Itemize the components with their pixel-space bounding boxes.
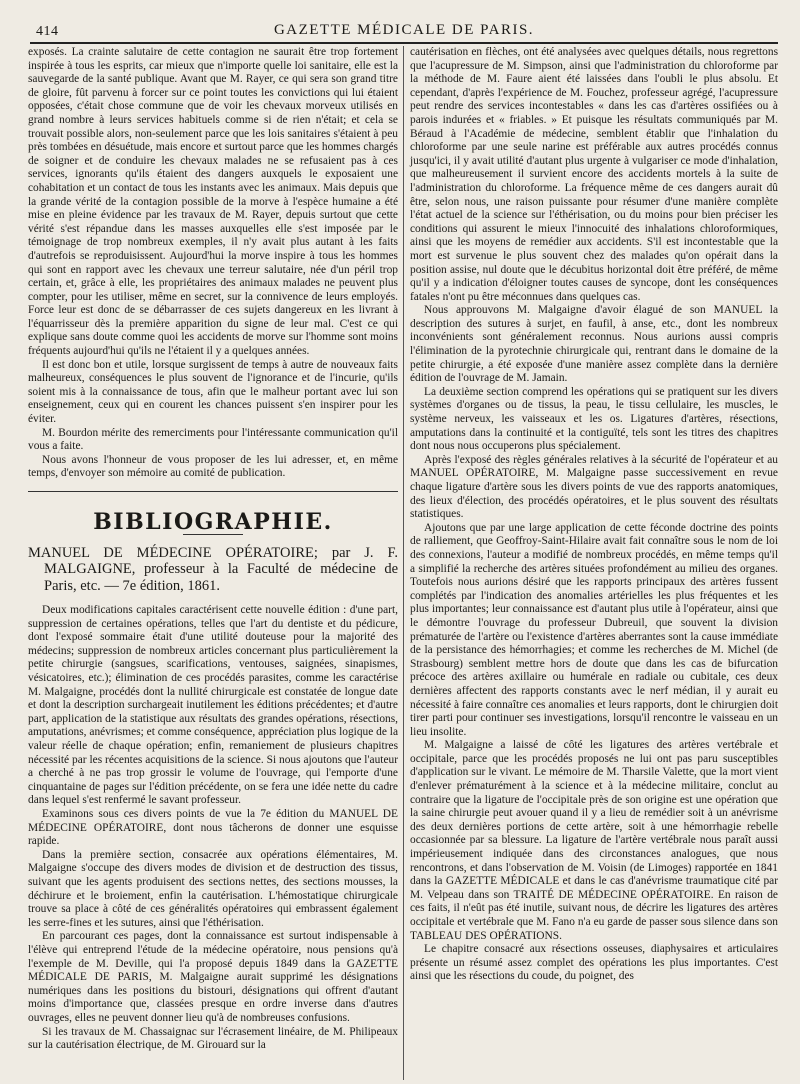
right-column — [410, 46, 778, 984]
paragraph: Dans la première section, consacrée aux opérations élémentaires, M. Malgaigne s'occupe des divers modes de division et de destruction des tissus, suivant que les agents produisent des sections nettes, des sections mousses, la déchirure et le broiement, enfin la cautérisation. L'hémostatique chirurgicale trouve sa place à côté de ces généralités opératoires qui embrassent également les serre-fines et les sutures, ainsi que l'éthérisation. — [28, 848, 398, 929]
section-title: BIBLIOGRAPHIE. — [93, 509, 333, 535]
paragraph: La deuxième section comprend les opérations qui se pratiquent sur les divers systèmes d'organes ou de tissus, la peau, le tissu cellulaire, les muscles, le système nerveux, les vaisseaux et les os. Ligatures d'artères, résections, amputations dans la continuité et la contiguïté, tels sont les titres des chapitres dont nous nous occuperons plus spécialement. — [410, 385, 778, 453]
paragraph: exposés. La crainte salutaire de cette contagion ne saurait être trop fortement inspirée à tous les esprits, car mieux que n'importe quelle loi sanitaire, elle est la sauvegarde de la santé publique. Avant que M. Rayer, ce qui sera son grand titre de gloire, fût parvenu à forcer sur ce point toutes les convictions qui lui étaient opposées, c'était chose commune que de voir les chevaux morveux utilisés en grand nombre à leurs services habituels comme si de rien n'était; et cela se trouvait possible alors, non-seulement parce que les lois sanitaires s'étaient à peu près tombées en désuétude, mais encore et surtout parce que les hommes chargés de soigner et de conduire les chevaux malades ne se refusaient pas à ces services, ignorants qu'ils étaient des dangers auxquels le exposaient une cohabitation et un contact de tous les instants avec les animaux. Mais depuis que la grande vérité de la contagion possible de la morve à l'espèce humaine a été mise en pleine évidence par les travaux de M. Rayer, depuis surtout que cette vérité s'est répandue dans les masses auxquelles elle s'est imposée par le témoignage de trop nombreux exemples, il n'y avait plus autant à les faits d'autrefois se reproduisissent. Aujourd'hui la morve inspire à tous les hommes qui sont en rapport avec les chevaux une terreur salutaire, née d'un péril trop certain, et, grâce à elle, les propriétaires des animaux malades ne peuvent plus compter, pour les utiliser, même en secret, sur la connivence de leurs employés. Force leur est donc de se débarrasser de ces sujets dangereux en les livrant à l'équarrisseur dès la première apparition du signe de leur mal. C'est ce qui explique sans doute comme quoi les accidents de morve sur l'homme sont moins fréquents aujourd'hui qu'ils ne l'étaient il y a quelques années. — [28, 46, 398, 358]
paragraph: Deux modifications capitales caractérisent cette nouvelle édition : d'une part, suppression de certaines opérations, telles que l'art du dentiste et du pédicure, dont l'exposé sommaire était d'une utilité douteuse pour la majorité des médecins; suppression de nombreux articles concernant plus particulièrement la petite chirurgie (sangsues, scarifications, ventouses, saignées, sinapismes, vésicatoires, etc.); élimination de ces procédés parasites, comme les caractérise M. Malgaigne, procédés dont la nullité chirurgicale est constatée de longue date et dont la description surchargeait inutilement les éditions précédentes; et d'autre part, application de la statistique aux résultats des grandes opérations, résections, amputations, anévrismes; et comme conséquence, appréciation plus logique de la valeur réelle de chaque opération; enfin, remaniement de plusieurs chapitres nécessité par les récentes acquisitions de la science. Si nous ajoutons que l'auteur a cherché à ne pas trop grossir le volume de l'ouvrage, qui l'emporte d'une cinquantaine de pages sur l'édition précédente, on se fera une idée nette du cadre dans lequel s'est renfermé le savant professeur. — [28, 604, 398, 807]
paragraph: cautérisation en flèches, ont été analysées avec quelques détails, nous regrettons que l'acupressure de M. Simpson, ainsi que l'administration du chloroforme par la méthode de M. Faure aient été laissées dans l'oubli le plus absolu. Et cependant, d'après l'expérience de M. Fouchez, professeur agrégé, l'acupressure peut rendre des services incontestables « dans les cas d'artères ossifiées ou à parois indurées et « friables. » Et puisque les résultats communiqués par M. Béraud à l'Académie de médecine, semblent établir que l'inhalation du chloroforme par une seule narine est préférable aux autres procédés connus jusqu'ici, il y avait utilité d'autant plus urgente à vulgariser ce mode d'inhalation, que malheureusement il survient encore des accidents mortels à la suite de l'administration du chloroforme. La fréquence même de ces dangers aurait dû être, selon nous, une raison puissante pour résumer d'une manière complète l'état actuel de la science sur l'éthérisation, ou du moins pour bien préciser les conditions qui assurent le mieux l'innocuité des inhalations chloroformiques, ainsi que les moyens de remédier aux accidents. S'il est incontestable que la mort est survenue le plus souvent chez des malades qu'on opérait dans la position assise, nul doute que le décubitus horizontal doit être préféré, de même qu'il y a indication d'éloigner toutes causes de syncope, dont les conséquences fatales n'ont pu être méconnues dans quelques cas. — [410, 46, 778, 303]
paragraph: Il est donc bon et utile, lorsque surgissent de temps à autre de nouveaux faits malheureux, conséquences le plus souvent de l'ignorance et de l'incurie, qu'ils soient mis à la connaissance de tous, afin que le malheur portant avec lui son enseignement, ceux qui en courent les chances puissent s'en inspirer pour les éviter. — [28, 358, 398, 426]
running-title: GAZETTE MÉDICALE DE PARIS. — [273, 22, 535, 38]
book-heading: MANUEL DE MÉDECINE OPÉRATOIRE; par J. F. MALGAIGNE, professeur à la Faculté de médecine de Paris, etc. — 7e édition, 1861. — [28, 544, 398, 594]
paragraph: M. Bourdon mérite des remerciments pour l'intéressante communication qu'il vous a faite. — [28, 426, 398, 453]
paragraph: Nous approuvons M. Malgaigne d'avoir élagué de son MANUEL la description des sutures à surjet, en faufil, à anse, etc., dont les nombreux inconvénients sont généralement reconnus. Nous aurions aussi compris l'élimination de la pyrotechnie chirurgicale qui, rentrant dans le domaine de la petite chirurgie, a été exposée d'une manière assez complète dans la dernière édition de l'ouvrage de M. Jamain. — [410, 304, 778, 385]
page-number: 414 — [36, 24, 59, 39]
paragraph: Le chapitre consacré aux résections osseuses, diaphysaires et articulaires présente un résumé assez complet des opérations les plus importantes. C'est ainsi que les résections du coude, du poignet, des — [410, 943, 778, 983]
paragraph: Si les travaux de M. Chassaignac sur l'écrasement linéaire, de M. Philipeaux sur la cautérisation électrique, de M. Girouard sur la — [28, 1025, 398, 1052]
paragraph: M. Malgaigne a laissé de côté les ligatures des artères vertébrale et occipitale, parce que les procédés proposés ne lui ont pas paru susceptibles d'application sur le vivant. Le mémoire de M. Tharsile Valette, que la mort vient d'enlever prématurément à la science et à la médecine militaire, conclut au contraire que la ligature de l'occipitale près de son origine est une opération que la saine chirurgie peut avouer quand il y a lieu de remédier soit à un anévrisme des deux dernières portions de cette artère, soit à une hémorrhagie rebelle occasionnée par sa blessure. La ligature de l'artère vertébrale nous paraît aussi impérieusement indiquée dans des circonstances analogues, que nous rencontrons, et dans l'observation de M. Voisin (de Limoges) rapportée en 1841 dans la GAZETTE MÉDICALE et dans le cas d'anévrisme traumatique cité par M. Velpeau dans son TRAITÉ DE MÉDECINE OPÉRATOIRE. En raison de ces faits, il n'eût pas été inutile, suivant nous, de décrire les ligatures des artères occipitale et vertébrale que M. Fano n'a eu garde de passer sous silence dans son TABLEAU DES OPÉRATIONS. — [410, 739, 778, 942]
paragraph: Après l'exposé des règles générales relatives à la sécurité de l'opérateur et au MANUEL OPÉRATOIRE, M. Malgaigne passe successivement en revue chaque ligature d'artère sous les divers points de vue des rapports anatomiques, des lieux d'élection, des procédés opératoires, et le plus souvent des résultats statistiques. — [410, 453, 778, 521]
paragraph: Examinons sous ces divers points de vue la 7e édition du MANUEL DE MÉDECINE OPÉRATOIRE, dont nous tâcherons de donner une esquisse rapide. — [28, 808, 398, 848]
section-divider — [28, 491, 398, 492]
page-header — [30, 12, 778, 44]
paragraph: Nous avons l'honneur de vous proposer de les lui adresser, et, en même temps, d'envoyer son mémoire au comité de publication. — [28, 453, 398, 480]
paragraph: Ajoutons que par une large application de cette féconde doctrine des points de ralliement, que Geoffroy-Saint-Hilaire avait fait connaître sous le nom de loi des connexions, l'auteur a modifié de nombreux procédés, en même temps qu'il a simplifié la recherche des artères situées profondément au milieu des organes. Toutefois nous aurions désiré que les rapports principaux des artères fussent complétés par l'indication des anomalies artérielles les plus fréquentes et les plus importantes; leur connaissance est d'autant plus utile à l'opérateur, ainsi que le démontre l'ouvrage du professeur Dubreuil, que souvent la division prématurée de l'artère ou l'existence d'artères aberrantes sont la cause immédiate de la persistance des hémorrhagies; et comme les recherches de M. Michel (de Strasbourg) semblent mettre hors de doute que dans les cas de bifurcation précoce des artères axillaire ou humérale en radiale ou cubitale, ces deux dernières affectent des rapports constants avec le nerf médian, il y aurait eu nécessité à faire connaître ces anomalies et leurs rapports, dont le chirurgien doit tirer parti pour continuer ses investigations, lorsqu'il rencontre le vaisseau en un lieu insolite. — [410, 521, 778, 738]
left-column — [28, 46, 398, 1053]
paragraph: En parcourant ces pages, dont la connaissance est surtout indispensable à l'élève qui entreprend l'étude de la médecine opératoire, nous pensions qu'à l'exemple de M. Deville, qui l'a proposé depuis 1849 dans la GAZETTE MÉDICALE DE PARIS, M. Malgaigne aurait supprimé les désignations numériques dans les positions du bistouri, désignations qui offrent d'autant moins d'importance que, classées presque en ordre inverse dans d'autres ouvrages, elles ne peuvent donner lieu qu'à de nombreuses confusions. — [28, 930, 398, 1024]
column-divider — [403, 46, 404, 1080]
